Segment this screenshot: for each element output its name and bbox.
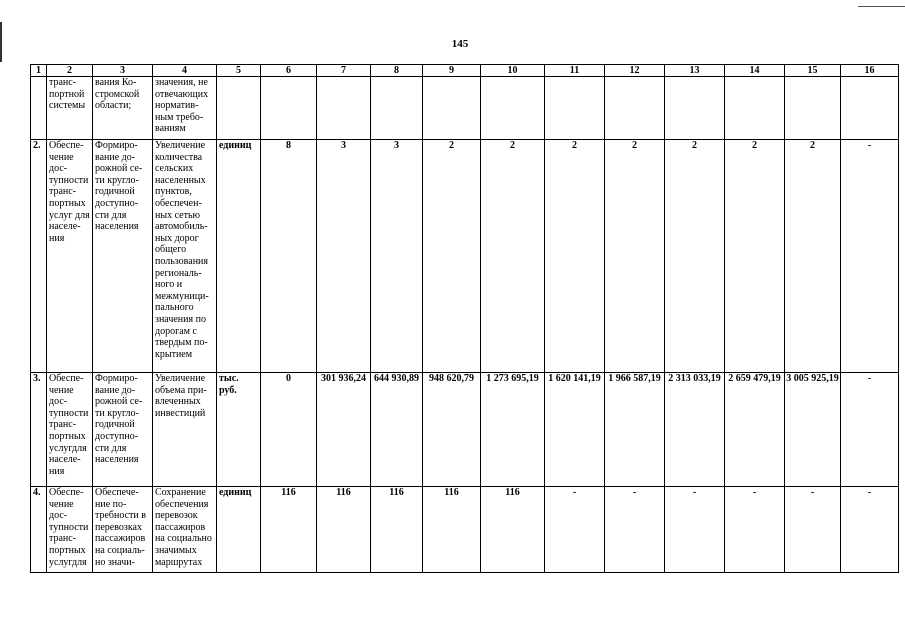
unit-cell: единиц [217,140,261,373]
value-cell: 3 005 925,19 [785,373,841,487]
task-cell: вания Ко- стромской области; [93,77,153,140]
value-cell: 2 [481,140,545,373]
row-number: 4. [31,487,47,573]
value-cell: - [665,487,725,573]
value-cell: 2 [545,140,605,373]
header-cell-7: 7 [317,65,371,77]
value-cell: - [605,487,665,573]
value-cell: 2 [423,140,481,373]
value-cell: 116 [317,487,371,573]
value-cell: 301 936,24 [317,373,371,487]
task-cell: Обеспече- ние по- требности в перевозках пассажиров на социаль- но значи- [93,487,153,573]
goal-cell: Обеспе- чение дос- тупности транс- портных услуг для населе- ния [47,140,93,373]
value-cell [841,77,899,140]
goal-cell: Обеспе- чение дос- тупности транс- портных услугдля [47,487,93,573]
value-cell: 2 659 479,19 [725,373,785,487]
table-body [31,65,899,573]
header-cell-4: 4 [153,65,217,77]
row-number [31,77,47,140]
value-cell [481,77,545,140]
indicators-table [30,64,899,573]
value-cell: 116 [261,487,317,573]
value-cell: - [841,373,899,487]
table-row [31,487,899,573]
header-cell-11: 11 [545,65,605,77]
value-cell: 116 [481,487,545,573]
indicator-cell: Увеличение объема при- влеченных инвестиций [153,373,217,487]
header-cell-12: 12 [605,65,665,77]
value-cell: 3 [317,140,371,373]
header-cell-8: 8 [371,65,423,77]
table-row [31,373,899,487]
value-cell: 116 [371,487,423,573]
header-cell-16: 16 [841,65,899,77]
value-cell: 2 [785,140,841,373]
value-cell: 0 [261,373,317,487]
value-cell [665,77,725,140]
value-cell: 2 313 033,19 [665,373,725,487]
table-row [31,77,899,140]
unit-cell [217,77,261,140]
header-cell-6: 6 [261,65,317,77]
value-cell: 948 620,79 [423,373,481,487]
unit-cell: тыс. руб. [217,373,261,487]
value-cell: 3 [371,140,423,373]
goal-cell: транс- портной системы [47,77,93,140]
page-number: 145 [451,38,469,50]
value-cell [261,77,317,140]
indicator-cell: Сохранение обеспечения перевозок пассажиров на социально значимых маршрутах [153,487,217,573]
value-cell: - [545,487,605,573]
value-cell: 1 966 587,19 [605,373,665,487]
value-cell: 2 [665,140,725,373]
value-cell: 2 [605,140,665,373]
header-cell-9: 9 [423,65,481,77]
value-cell: 2 [725,140,785,373]
value-cell: 644 930,89 [371,373,423,487]
value-cell: - [785,487,841,573]
scan-edge-mark [0,22,2,62]
header-cell-2: 2 [47,65,93,77]
row-number: 2. [31,140,47,373]
value-cell [317,77,371,140]
header-row [31,65,899,77]
row-number: 3. [31,373,47,487]
header-cell-1: 1 [31,65,47,77]
header-cell-14: 14 [725,65,785,77]
value-cell: 1 273 695,19 [481,373,545,487]
unit-cell: единиц [217,487,261,573]
task-cell: Формиро- вание до- рожной се- ти кругло- годичной доступно- сти для населения [93,373,153,487]
goal-cell: Обеспе- чение дос- тупности транс- портных услугдля населе- ния [47,373,93,487]
header-cell-13: 13 [665,65,725,77]
value-cell: - [841,140,899,373]
scan-corner-line [858,6,905,7]
value-cell: - [841,487,899,573]
table-row [31,140,899,373]
task-cell: Формиро- вание до- рожной се- ти кругло- годичной доступно- сти для населения [93,140,153,373]
value-cell: - [725,487,785,573]
value-cell [605,77,665,140]
value-cell [785,77,841,140]
value-cell [545,77,605,140]
header-cell-5: 5 [217,65,261,77]
header-cell-3: 3 [93,65,153,77]
value-cell [423,77,481,140]
indicator-cell: Увеличение количества сельских населенных пунктов, обеспечен- ных сетью автомобиль- ных дорог общего пользования региональ- ного и межмуници- пального значения по дорогам с твердым по- крытием [153,140,217,373]
indicator-cell: значения, не отвечающих норматив- ным требо- ваниям [153,77,217,140]
header-cell-10: 10 [481,65,545,77]
header-cell-15: 15 [785,65,841,77]
value-cell: 8 [261,140,317,373]
value-cell: 1 620 141,19 [545,373,605,487]
value-cell: 116 [423,487,481,573]
value-cell [371,77,423,140]
value-cell [725,77,785,140]
